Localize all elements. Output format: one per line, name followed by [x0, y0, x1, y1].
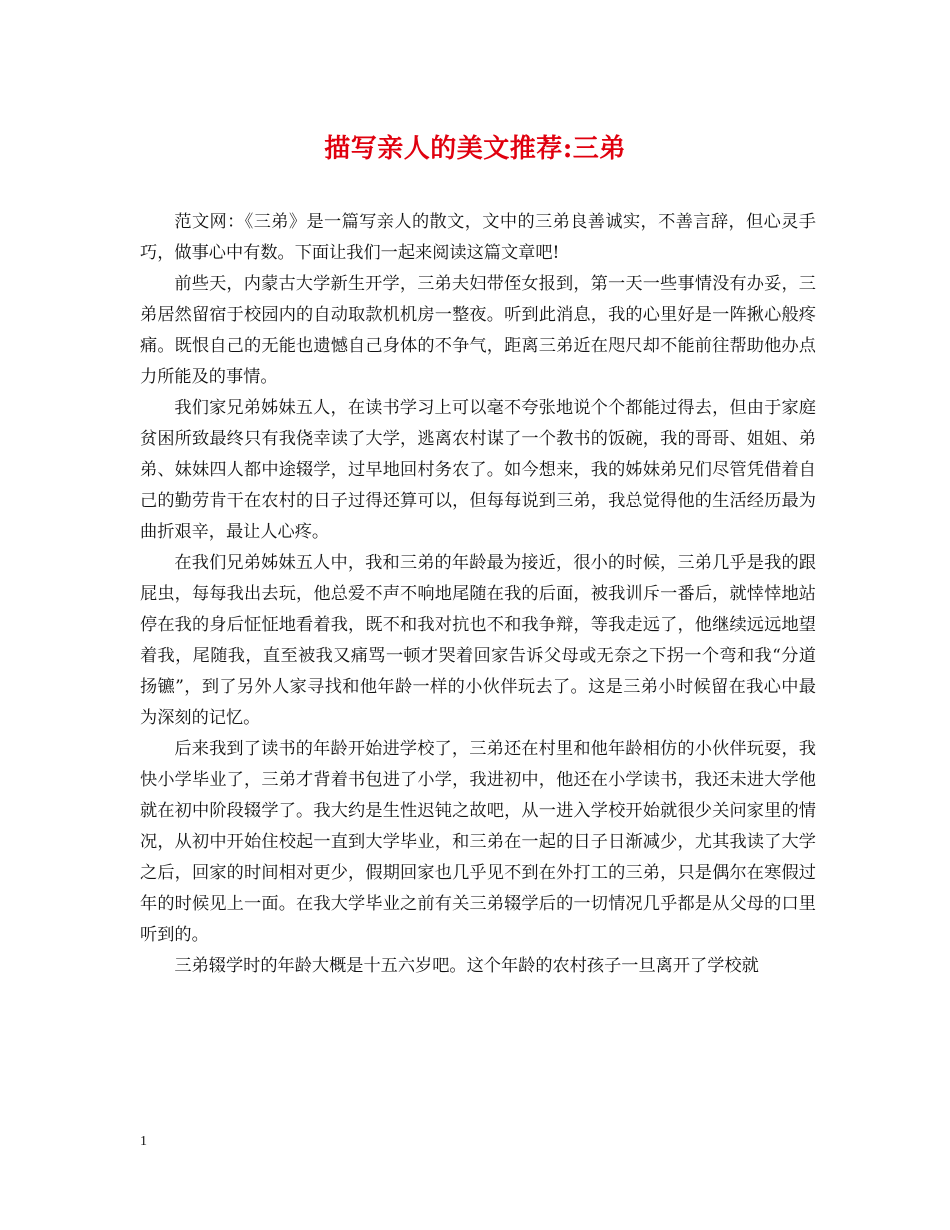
paragraph-4: 后来我到了读书的年龄开始进学校了，三弟还在村里和他年龄相仿的小伙伴玩耍，我快小学毕业了，三弟才背着书包进了小学，我进初中，他还在小学读书，我还未进大学他就在初中阶段辍学了。我大约是生性迟钝之故吧，从一进入学校开始就很少关问家里的情况，从初中开始住校起一直到大学毕业，和三弟在一起的日子日渐减少，尤其我读了大学之后，回家的时间相对更少，假期回家也几乎见不到在外打工的三弟，只是偶尔在寒假过年的时候见上一面。在我大学毕业之前有关三弟辍学后的一切情况几乎都是从父母的口里听到的。 — [140, 739, 816, 945]
document-title: 描写亲人的美文推荐:三弟 — [324, 134, 626, 164]
paragraph-2: 我们家兄弟姊妹五人，在读书学习上可以毫不夸张地说个个都能过得去，但由于家庭贫困所致最终只有我侥幸读了大学，逃离农村谋了一个教书的饭碗，我的哥哥、姐姐、弟弟、妹妹四人都中途辍学，过早地回村务农了。如今想来，我的姊妹弟兄们尽管凭借着自己的勤劳肯干在农村的日子过得还算可以，但每每说到三弟，我总觉得他的生活经历最为曲折艰辛，最让人心疼。 — [140, 398, 816, 542]
paragraph-1: 前些天，内蒙古大学新生开学，三弟夫妇带侄女报到，第一天一些事情没有办妥，三弟居然留宿于校园内的自动取款机机房一整夜。听到此消息，我的心里好是一阵揪心般疼痛。既恨自己的无能也遗憾自己身体的不争气，距离三弟近在咫尺却不能前往帮助他办点力所能及的事情。 — [140, 274, 816, 387]
document-body — [140, 207, 816, 982]
paragraph-intro: 范文网：《三弟》是一篇写亲人的散文，文中的三弟良善诚实，不善言辞，但心灵手巧，做事心中有数。下面让我们一起来阅读这篇文章吧! — [140, 212, 816, 263]
page-number: 1 — [140, 1134, 147, 1149]
paragraph-5: 三弟辍学时的年龄大概是十五六岁吧。这个年龄的农村孩子一旦离开了学校就 — [174, 956, 759, 976]
paragraph-3: 在我们兄弟姊妹五人中，我和三弟的年龄最为接近，很小的时候，三弟几乎是我的跟屁虫，每每我出去玩，他总爱不声不响地尾随在我的后面，被我训斥一番后，就悻悻地站停在我的身后怔怔地看着我，既不和我对抗也不和我争辩，等我走远了，他继续远远地望着我，尾随我，直至被我又痛骂一顿才哭着回家告诉父母或无奈之下拐一个弯和我“分道扬镳”，到了另外人家寻找和他年龄一样的小伙伴玩去了。这是三弟小时候留在我心中最为深刻的记忆。 — [140, 553, 816, 728]
